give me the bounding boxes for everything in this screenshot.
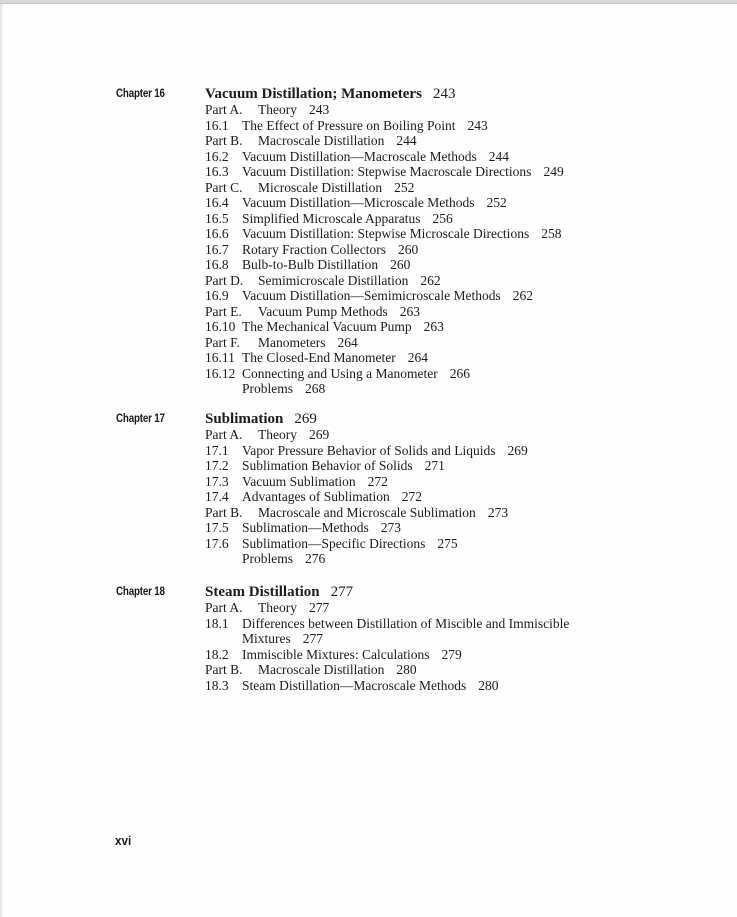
toc-section-entry — [205, 118, 564, 134]
toc-section-entry — [205, 149, 564, 165]
entry-title: Simplified Microscale Apparatus — [242, 210, 421, 226]
entry-number: Part C. — [205, 179, 243, 195]
entry-page-number: 272 — [401, 489, 422, 504]
toc-section-entry — [205, 647, 569, 663]
entry-title: Macroscale Distillation — [258, 662, 385, 677]
chapter-title-line — [205, 86, 564, 102]
entry-title: Vapor Pressure Behavior of Solids and Liquids — [242, 442, 496, 458]
toc-part-entry — [205, 505, 528, 521]
chapter-label: Chapter 17 — [116, 413, 165, 425]
entry-title: Vacuum Distillation—Macroscale Methods — [242, 148, 477, 164]
entry-number: Part A. — [205, 600, 243, 615]
toc-section-entry — [205, 616, 569, 647]
entry-title: Theory — [258, 600, 297, 615]
entry-page-number: 266 — [449, 365, 470, 381]
toc-part-entry — [205, 102, 564, 118]
entry-number: Part E. — [205, 303, 242, 319]
toc-section-entry — [205, 443, 528, 459]
toc-section-entry — [205, 211, 564, 227]
entry-page-number: 260 — [397, 241, 419, 257]
chapter-title-line — [205, 411, 528, 427]
entry-title: Steam Distillation—Macroscale Methods — [242, 677, 467, 693]
chapter-label: Chapter 18 — [116, 586, 165, 598]
entry-title: The Closed-End Manometer — [242, 350, 396, 365]
toc-section-entry — [205, 474, 528, 490]
entry-number: Part B. — [205, 133, 243, 148]
entry-title: Problems — [242, 381, 294, 396]
toc-problems-entry — [205, 551, 528, 567]
entry-page-number: 268 — [305, 381, 326, 396]
chapter-contents — [205, 411, 528, 567]
entry-page-number: 263 — [423, 319, 444, 334]
entry-page-number: 276 — [305, 551, 326, 566]
entry-number: 16.10 — [205, 319, 236, 334]
toc-section-entry — [205, 257, 564, 273]
entry-number: 17.4 — [205, 489, 229, 504]
entry-number: 18.2 — [205, 646, 229, 662]
entry-number: 17.3 — [205, 473, 229, 489]
toc-part-entry — [205, 304, 564, 320]
entry-page-number: 252 — [486, 195, 507, 210]
entry-page-number: 244 — [396, 133, 417, 148]
entry-page-number: 273 — [487, 504, 509, 520]
entry-page-number: 269 — [507, 442, 528, 458]
entry-title: Vacuum Sublimation — [242, 473, 356, 489]
entry-number: 16.5 — [205, 210, 229, 226]
entry-title: Bulb-to-Bulb Distillation — [242, 257, 379, 272]
entry-page-number: 262 — [420, 272, 441, 288]
toc-part-entry — [205, 427, 528, 443]
entry-number: Part A. — [205, 102, 243, 117]
entry-title: Advantages of Sublimation — [242, 489, 390, 504]
entry-title: The Effect of Pressure on Boiling Point — [242, 117, 456, 133]
chapter-title: Vacuum Distillation; Manometers — [205, 86, 422, 102]
entry-page-number: 263 — [399, 303, 420, 319]
toc-section-entry — [205, 319, 564, 335]
entry-title: Sublimation—Methods — [242, 520, 369, 535]
entry-title: Semimicroscale Distillation — [258, 272, 409, 288]
entry-number: 16.7 — [205, 241, 229, 257]
entry-title: Sublimation—Specific Directions — [242, 535, 426, 551]
chapter-contents — [205, 86, 564, 397]
entry-page-number: 279 — [441, 646, 462, 662]
chapter-page-number: 277 — [330, 584, 354, 600]
toc-part-entry — [205, 335, 564, 351]
entry-number: 16.4 — [205, 195, 229, 210]
entry-page-number: 272 — [367, 473, 388, 489]
entry-title: Vacuum Distillation—Semimicroscale Methods — [242, 288, 501, 303]
toc-section-entry — [205, 366, 564, 382]
entry-title: Theory — [258, 102, 297, 117]
top-edge-rule — [0, 0, 737, 4]
chapter-title: Steam Distillation — [205, 584, 320, 600]
toc-part-entry — [205, 180, 564, 196]
toc-section-entry — [205, 288, 564, 304]
entry-number: 17.5 — [205, 520, 229, 535]
entry-title: Microscale Distillation — [258, 179, 383, 195]
entry-page-number: 260 — [390, 257, 411, 272]
entry-page-number: 243 — [308, 102, 330, 117]
toc-section-entry — [205, 678, 569, 694]
toc-section-entry — [205, 458, 528, 474]
entry-page-number: 244 — [488, 148, 509, 164]
entry-page-number: 243 — [467, 117, 488, 133]
entry-title: Sublimation Behavior of Solids — [242, 458, 413, 473]
entry-title: The Mechanical Vacuum Pump — [242, 319, 412, 334]
entry-number: 16.6 — [205, 226, 229, 241]
entry-title: Problems — [242, 551, 294, 566]
entry-number: 16.12 — [205, 365, 236, 381]
entry-number: 17.6 — [205, 535, 229, 551]
entry-page-number: 252 — [394, 179, 415, 195]
chapter-title-line — [205, 584, 569, 600]
entry-number: 17.2 — [205, 458, 229, 473]
entry-page-number: 277 — [302, 631, 323, 646]
entry-number: 17.1 — [205, 442, 229, 458]
toc-section-entry — [205, 164, 564, 180]
chapter-contents — [205, 584, 569, 693]
toc-section-entry — [205, 520, 528, 536]
toc-section-entry — [205, 195, 564, 211]
toc-section-entry — [205, 226, 564, 242]
toc-section-entry — [205, 350, 564, 366]
entry-page-number: 280 — [478, 677, 499, 693]
entry-page-number: 262 — [512, 288, 533, 303]
entry-number: Part F. — [205, 334, 240, 350]
entry-page-number: 256 — [432, 210, 453, 226]
entry-number: Part B. — [205, 504, 243, 520]
toc-part-entry — [205, 133, 564, 149]
entry-number: Part D. — [205, 272, 244, 288]
entry-title: Macroscale Distillation — [258, 133, 385, 148]
entry-number: Part A. — [205, 427, 243, 442]
chapter-page-number: 269 — [294, 411, 317, 427]
toc-section-entry — [205, 242, 564, 258]
entry-title: Connecting and Using a Manometer — [242, 365, 438, 381]
entry-title: Differences between Distillation of Miscible and Immiscible — [242, 615, 570, 631]
entry-title: Manometers — [258, 334, 326, 350]
entry-number: 16.3 — [205, 164, 229, 179]
page-folio: xvi — [115, 833, 132, 848]
page-edge-shadow — [0, 4, 4, 917]
chapter-page-number: 243 — [432, 86, 456, 102]
toc-part-entry — [205, 273, 564, 289]
entry-number: 16.9 — [205, 288, 229, 303]
entry-page-number: 280 — [396, 662, 417, 677]
entry-number: 16.1 — [205, 117, 229, 133]
entry-page-number: 277 — [308, 600, 330, 615]
entry-title-continued: Mixtures — [242, 631, 291, 646]
entry-title: Vacuum Distillation: Stepwise Macroscale Directions — [242, 164, 532, 179]
entry-title: Theory — [258, 427, 297, 442]
entry-number: 18.3 — [205, 677, 229, 693]
entry-title: Vacuum Distillation—Microscale Methods — [242, 195, 475, 210]
entry-page-number: 264 — [407, 350, 428, 365]
entry-number: 16.11 — [205, 350, 235, 365]
entry-title: Rotary Fraction Collectors — [242, 241, 386, 257]
entry-title: Vacuum Pump Methods — [258, 303, 388, 319]
entry-page-number: 249 — [543, 164, 564, 179]
entry-page-number: 273 — [380, 520, 402, 535]
toc-part-entry — [205, 600, 569, 616]
toc-section-entry — [205, 536, 528, 552]
entry-page-number: 264 — [337, 334, 358, 350]
toc-part-entry — [205, 662, 569, 678]
entry-page-number: 271 — [424, 458, 445, 473]
entry-page-number: 258 — [541, 226, 562, 241]
chapter-label: Chapter 16 — [116, 88, 165, 100]
entry-page-number: 269 — [308, 427, 330, 442]
entry-number: 16.2 — [205, 148, 229, 164]
chapter-title: Sublimation — [205, 411, 284, 427]
entry-number: Part B. — [205, 662, 243, 677]
entry-title: Immiscible Mixtures: Calculations — [242, 646, 430, 662]
entry-title: Macroscale and Microscale Sublimation — [258, 504, 476, 520]
entry-page-number: 275 — [437, 535, 458, 551]
entry-title: Vacuum Distillation: Stepwise Microscale Directions — [242, 226, 530, 241]
toc-section-entry — [205, 489, 528, 505]
toc-problems-entry — [205, 381, 564, 397]
entry-number: 16.8 — [205, 257, 229, 272]
entry-number: 18.1 — [205, 615, 229, 631]
